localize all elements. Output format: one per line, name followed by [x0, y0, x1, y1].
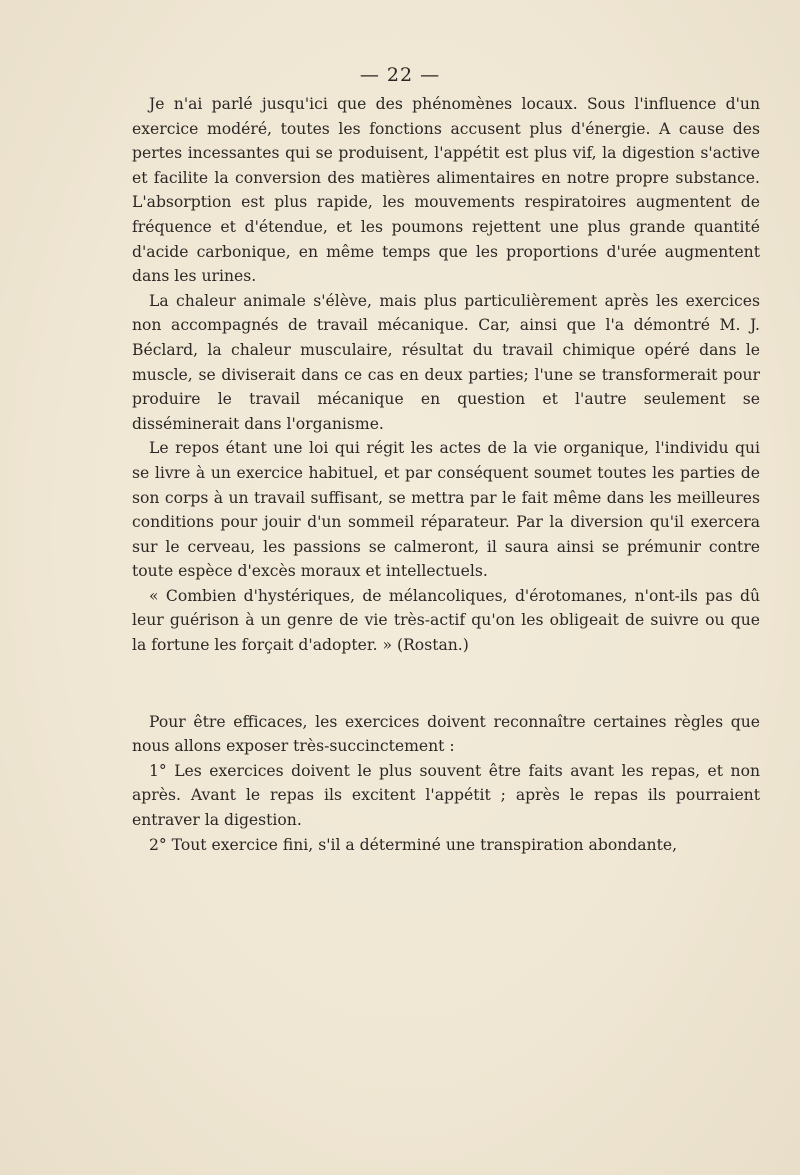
paragraph-rules-intro: Pour être efficaces, les exercices doivent reconnaître certaines règles que nous allons exposer très-succinctement :: [132, 712, 760, 756]
paragraph-animal-heat: La chaleur animale s'élève, mais plus particulièrement après les exercices non accompagnés de travail mécanique. Car, ainsi que l'a démontré M. J. Béclard, la chaleur musculaire, résultat du travail chimique opéré dans le muscle, se diviserait dans ce cas en deux parties; l'une se transformerait pour produire le travail mécanique en question et l'autre seulement se disséminerait dans l'organisme.: [132, 291, 760, 433]
page-number: — 22 —: [359, 64, 441, 86]
paragraph-rest-and-sleep: Le repos étant une loi qui régit les actes de la vie organique, l'individu qui se livre à un exercice habituel, et par conséquent soumet toutes les parties de son corps à un travail suffisant, se mettra par le fait même dans les meilleures conditions pour jouir d'un sommeil réparateur. Par la diversion qu'il exercera sur le cerveau, les passions se calmeront, il saura ainsi se prémunir contre toute espèce d'excès moraux et intellectuels.: [132, 439, 760, 581]
paragraph-rule-2: 2° Tout exercice fini, s'il a déterminé une transpiration abondante,: [149, 835, 678, 854]
paragraph-rostan-quote: « Combien d'hystériques, de mélancoliques, d'érotomanes, n'ont-ils pas dû leur guérison à un genre de vie très-actif qu'on les obligeait de suivre ou que la fortune les forçait d'adopter. » (Rostan.): [132, 586, 760, 655]
body-text: [132, 92, 760, 857]
section-break: [132, 658, 760, 710]
paragraph-general-effects: Je n'ai parlé jusqu'ici que des phénomènes locaux. Sous l'influence d'un exercice modéré, toutes les fonctions accusent plus d'énergie. A cause des pertes incessantes qui se produisent, l'appétit est plus vif, la digestion s'active et facilite la conversion des matières alimentaires en notre propre substance. L'absorption est plus rapide, les mouvements respiratoires augmentent de fréquence et d'étendue, et les poumons rejettent une plus grande quantité d'acide carbonique, en même temps que les proportions d'urée augmentent dans les urines.: [132, 95, 760, 286]
paragraph-rule-1: 1° Les exercices doivent le plus souvent être faits avant les repas, et non après. Avant le repas ils excitent l'appétit ; après le repas ils pourraient entraver la digestion.: [132, 761, 760, 830]
